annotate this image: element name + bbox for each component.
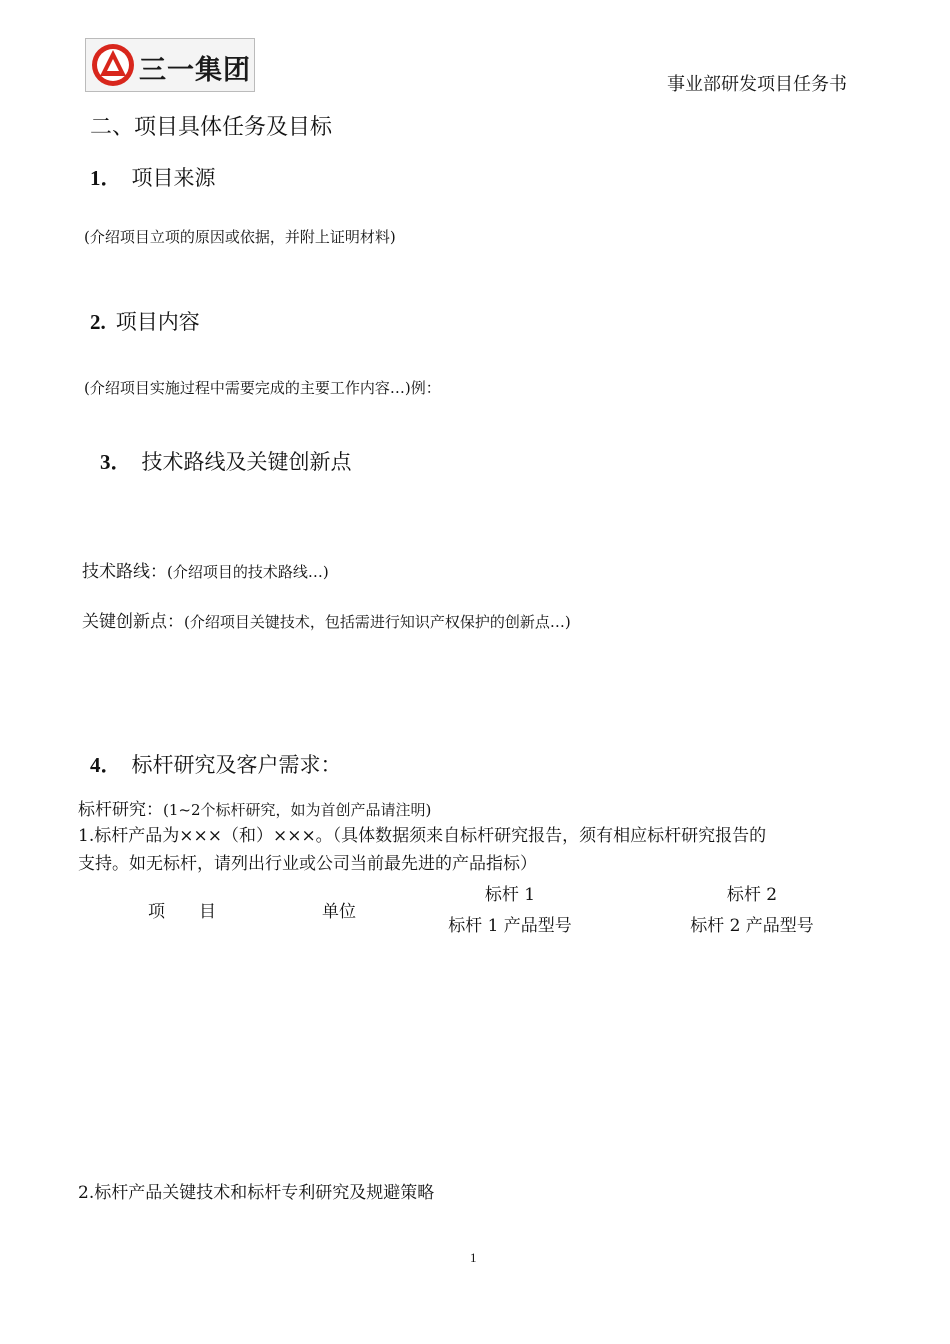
heading-tech-route — [100, 446, 352, 476]
note-project-source: (介绍项目立项的原因或依据，并附上证明材料) — [84, 228, 396, 246]
company-logo — [85, 38, 255, 92]
benchmark-note: (1~2个标杆研究，如为首创产品请注明) — [163, 801, 432, 819]
innovation-line — [82, 607, 571, 632]
benchmark1-model: 标杆 1 产品型号 — [448, 916, 572, 936]
heading-project-source — [90, 162, 216, 192]
note-project-content: (介绍项目实施过程中需要完成的主要工作内容…)例： — [84, 379, 441, 397]
table-header-benchmark1 — [440, 880, 580, 936]
heading-text: 标杆研究及客户需求： — [131, 753, 342, 777]
sany-logo-icon — [90, 42, 136, 88]
benchmark-item1-line1: 1.标杆产品为×××（和）×××。（具体数据须来自标杆研究报告，须有相应标杆研究报告的 — [78, 826, 767, 846]
benchmark-label: 标杆研究： — [78, 800, 163, 820]
heading-project-content — [90, 306, 200, 336]
tech-route-label: 技术路线： — [82, 562, 167, 582]
benchmark2-title: 标杆 2 — [726, 885, 778, 905]
heading-text: 项目内容 — [115, 310, 200, 334]
heading-benchmark — [90, 749, 342, 779]
table-header-benchmark2 — [682, 880, 822, 936]
innovation-label: 关键创新点： — [82, 612, 184, 632]
innovation-note: (介绍项目关键技术，包括需进行知识产权保护的创新点…) — [184, 613, 571, 631]
tech-route-note: (介绍项目的技术路线…) — [167, 563, 329, 581]
benchmark1-title: 标杆 1 — [484, 885, 536, 905]
heading-text: 技术路线及关键创新点 — [141, 450, 352, 474]
benchmark-item2: 2.标杆产品关键技术和标杆专利研究及规避策略 — [78, 1183, 435, 1203]
heading-number: 2. — [90, 310, 106, 334]
heading-number: 1． — [90, 166, 122, 190]
table-header-unit: 单位 — [322, 902, 356, 922]
benchmark2-model: 标杆 2 产品型号 — [690, 916, 814, 936]
page-number: 1 — [470, 1250, 477, 1265]
logo-text: 三一集团 — [139, 55, 251, 86]
benchmark-line — [78, 795, 431, 820]
table-header-item: 项 目 — [148, 902, 216, 922]
section-title: 二、项目具体任务及目标 — [90, 115, 333, 140]
heading-text: 项目来源 — [131, 166, 216, 190]
benchmark-item1-line2: 支持。如无标杆，请列出行业或公司当前最先进的产品指标） — [78, 854, 537, 874]
heading-number: 3． — [100, 450, 132, 474]
document-title: 事业部研发项目任务书 — [667, 74, 847, 95]
tech-route-line — [82, 557, 329, 582]
heading-number: 4． — [90, 753, 122, 777]
